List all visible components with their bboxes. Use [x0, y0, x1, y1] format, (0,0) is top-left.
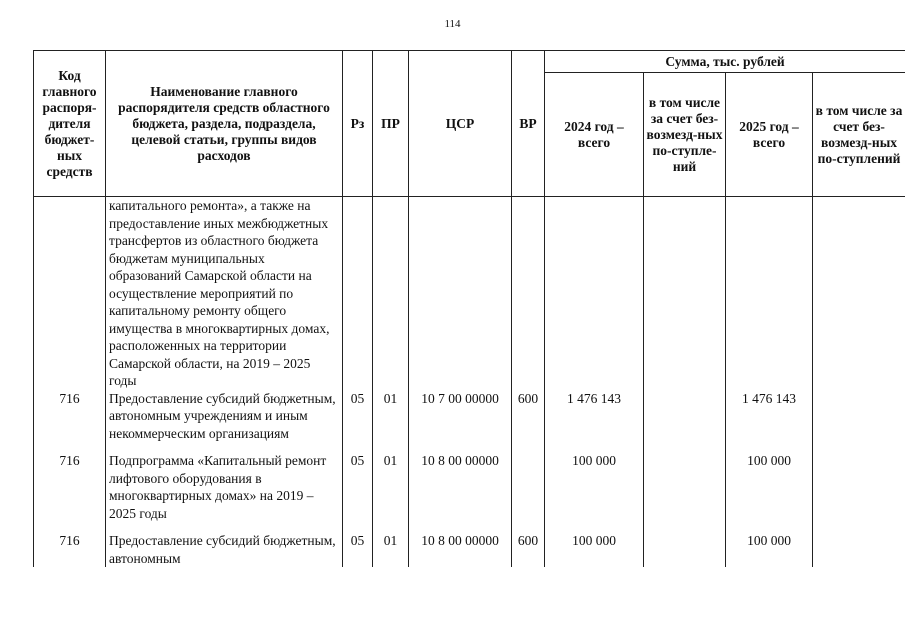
header-2024-free: в том числе за счет без-возмезд-ных по-ступле-ний [644, 73, 726, 197]
header-csr: ЦСР [409, 51, 512, 197]
header-sum: Сумма, тыс. рублей [545, 51, 905, 73]
cell-pr [373, 197, 409, 390]
cell-2025-free [813, 390, 905, 443]
cell-vr [512, 197, 545, 390]
cell-code [34, 197, 106, 390]
cell-csr [409, 197, 512, 390]
header-vr: ВР [512, 51, 545, 197]
cell-2024-free [644, 197, 726, 390]
cell-csr: 10 7 00 00000 [409, 390, 512, 443]
cell-vr [512, 442, 545, 522]
cell-name: Подпрограмма «Капитальный ремонт лифтового оборудования в многоквартирных домах» на 2019 – 2025 годы [106, 442, 343, 522]
cell-vr: 600 [512, 390, 545, 443]
page-number: 114 [444, 18, 461, 30]
cell-rz: 05 [343, 522, 373, 567]
cell-name: Предоставление субсидий бюджетным, автономным [106, 522, 343, 567]
cell-2025-free [813, 522, 905, 567]
cell-2025-free [813, 442, 905, 522]
cell-pr: 01 [373, 522, 409, 567]
header-2024-total: 2024 год – всего [545, 73, 644, 197]
cell-rz [343, 197, 373, 390]
table-row [34, 197, 905, 390]
cell-name: Предоставление субсидий бюджетным, автономным учреждениям и иным некоммерческим организациям [106, 390, 343, 443]
cell-2025-total [726, 197, 813, 390]
cell-2025-total: 1 476 143 [726, 390, 813, 443]
cell-code: 716 [34, 522, 106, 567]
cell-2024-free [644, 442, 726, 522]
cell-csr: 10 8 00 00000 [409, 442, 512, 522]
cell-2024-total [545, 197, 644, 390]
table-row [34, 442, 905, 522]
header-pr: ПР [373, 51, 409, 197]
header-2025-free: в том числе за счет без-возмезд-ных по-ступлений [813, 73, 905, 197]
header-name: Наименование главного распорядителя средств областного бюджета, раздела, подраздела, целевой статьи, группы видов расходов [106, 51, 343, 197]
cell-code: 716 [34, 390, 106, 443]
cell-2024-free [644, 522, 726, 567]
cell-pr: 01 [373, 442, 409, 522]
cell-name: капитального ремонта», а также на предоставление иных межбюджетных трансфертов из областного бюджета бюджетам муниципальных образований Самарской области на осуществление мероприятий по капитальному ремонту общего имущества в многоквартирных домах, расположенных на территории Самарской области, на 2019 – 2025 годы [106, 197, 343, 390]
cell-2024-total: 100 000 [545, 522, 644, 567]
cell-2025-total: 100 000 [726, 442, 813, 522]
cell-2024-total: 100 000 [545, 442, 644, 522]
table-row [34, 522, 905, 567]
cell-rz: 05 [343, 390, 373, 443]
cell-csr: 10 8 00 00000 [409, 522, 512, 567]
cell-2025-free [813, 197, 905, 390]
header-2025-total: 2025 год – всего [726, 73, 813, 197]
header-rz: Рз [343, 51, 373, 197]
header-code: Код главного распоря-дителя бюджет-ных средств [34, 51, 106, 197]
cell-rz: 05 [343, 442, 373, 522]
table-row [34, 390, 905, 443]
cell-pr: 01 [373, 390, 409, 443]
cell-2025-total: 100 000 [726, 522, 813, 567]
budget-table [33, 50, 905, 567]
cell-code: 716 [34, 442, 106, 522]
cell-2024-total: 1 476 143 [545, 390, 644, 443]
cell-2024-free [644, 390, 726, 443]
cell-vr: 600 [512, 522, 545, 567]
